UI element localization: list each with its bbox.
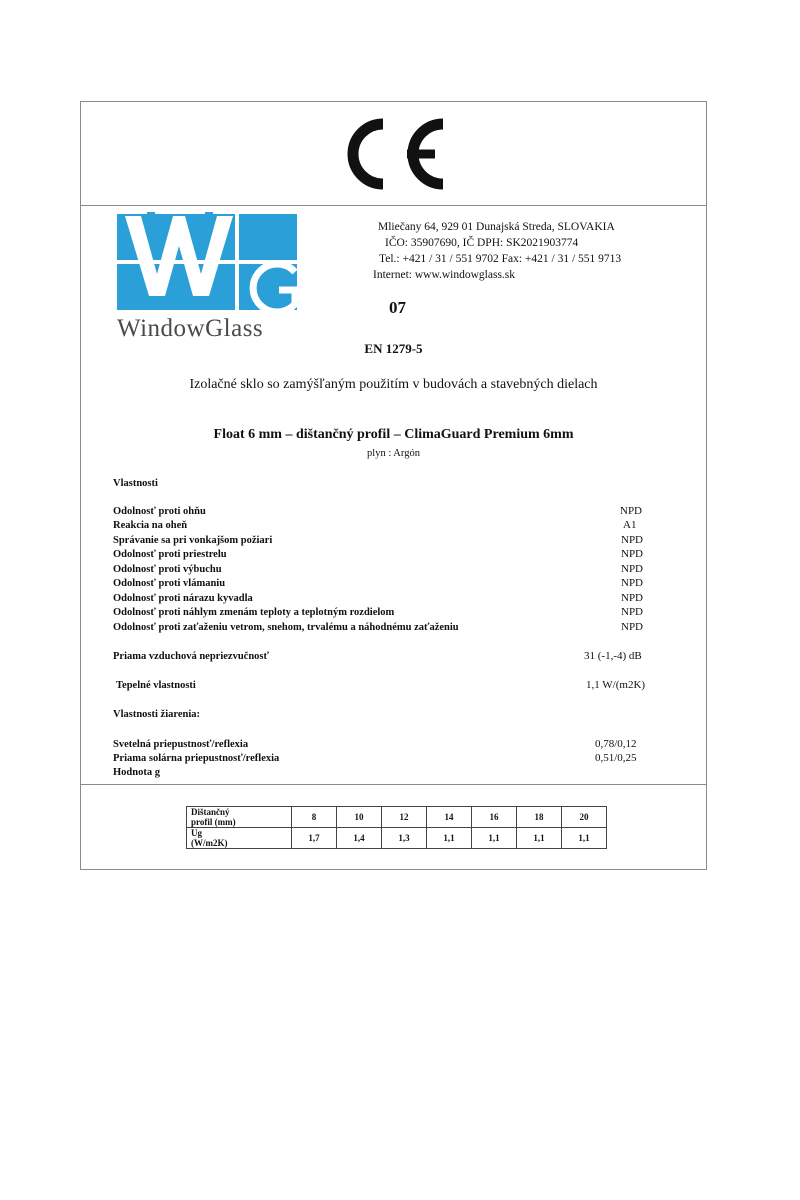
ug-table bbox=[186, 806, 607, 849]
table-divider bbox=[81, 784, 706, 785]
standard-code: EN 1279-5 bbox=[364, 341, 423, 356]
ug-header-line1: Ug bbox=[191, 828, 202, 838]
solar-transmission-value: 0,51/0,25 bbox=[595, 752, 637, 764]
property-label: Odolnosť proti priestrelu bbox=[113, 549, 227, 560]
spacer-cell: 16 bbox=[472, 807, 517, 828]
property-label: Odolnosť proti zaťaženiu vetrom, snehom, trvalému a náhodnému zaťaženiu bbox=[113, 622, 459, 633]
address-line-4: Internet: www.windowglass.sk bbox=[373, 269, 516, 281]
g-value-label: Hodnota g bbox=[113, 767, 160, 778]
light-transmission-value: 0,78/0,12 bbox=[595, 738, 637, 750]
property-label: Správanie sa pri vonkajšom požiari bbox=[113, 535, 273, 546]
ug-cell: 1,7 bbox=[292, 828, 337, 849]
spacer-cell: 18 bbox=[517, 807, 562, 828]
address-line-2: IČO: 35907690, IČ DPH: SK2021903774 bbox=[385, 237, 579, 249]
spacer-cell: 20 bbox=[562, 807, 607, 828]
address-line-3: Tel.: +421 / 31 / 551 9702 Fax: +421 / 31 / 551 9713 bbox=[379, 253, 622, 265]
ug-cell: 1,1 bbox=[427, 828, 472, 849]
windowglass-logo bbox=[117, 212, 307, 342]
light-transmission-label: Svetelná priepustnosť/reflexia bbox=[113, 739, 249, 750]
spacer-header-line1: Dištančný bbox=[191, 807, 230, 817]
radiation-heading: Vlastnosti žiarenia: bbox=[113, 709, 201, 720]
property-value: NPD bbox=[621, 534, 644, 546]
header-divider bbox=[81, 205, 706, 206]
ug-cell: 1,4 bbox=[337, 828, 382, 849]
property-label: Odolnosť proti vlámaniu bbox=[113, 578, 226, 589]
spacer-cell: 14 bbox=[427, 807, 472, 828]
property-label: Odolnosť proti výbuchu bbox=[113, 564, 222, 575]
ug-cell: 1,1 bbox=[472, 828, 517, 849]
ug-cell: 1,1 bbox=[562, 828, 607, 849]
thermal-label: Tepelné vlastnosti bbox=[116, 680, 196, 691]
spacer-header-line2: profil (mm) bbox=[191, 817, 236, 827]
spacer-header-cell bbox=[187, 807, 292, 828]
ug-header-cell bbox=[187, 828, 292, 849]
product-title: Float 6 mm – dištančný profil – ClimaGuard Premium 6mm bbox=[213, 427, 574, 442]
ug-header-line2: (W/m2K) bbox=[191, 838, 228, 848]
table-row bbox=[187, 828, 607, 849]
address-line-1: Mliečany 64, 929 01 Dunajská Streda, SLOVAKIA bbox=[378, 221, 615, 233]
ce-mark-icon bbox=[331, 114, 456, 194]
sound-insulation-label: Priama vzduchová nepriezvučnosť bbox=[113, 651, 269, 662]
sound-insulation-value: 31 (-1,-4) dB bbox=[584, 650, 642, 662]
spacer-cell: 10 bbox=[337, 807, 382, 828]
property-label: Odolnosť proti ohňu bbox=[113, 506, 206, 517]
solar-transmission-label: Priama solárna priepustnosť/reflexia bbox=[113, 753, 280, 764]
spacer-cell: 8 bbox=[292, 807, 337, 828]
property-label: Odolnosť proti náhlym zmenám teploty a teplotným rozdielom bbox=[113, 607, 395, 618]
logo-wordmark: WindowGlass bbox=[117, 315, 264, 342]
property-value: NPD bbox=[621, 548, 644, 560]
thermal-value: 1,1 W/(m2K) bbox=[586, 679, 646, 691]
declaration-frame bbox=[80, 101, 707, 870]
property-value: NPD bbox=[621, 592, 644, 604]
spacer-cell: 12 bbox=[382, 807, 427, 828]
property-label: Reakcia na oheň bbox=[113, 520, 188, 531]
ug-cell: 1,3 bbox=[382, 828, 427, 849]
wg-logo-icon bbox=[117, 212, 307, 312]
property-value: NPD bbox=[621, 577, 644, 589]
intended-use: Izolačné sklo so zamýšľaným použitím v budovách a stavebných dielach bbox=[189, 377, 598, 392]
declaration-number: 07 bbox=[389, 298, 406, 317]
property-value: NPD bbox=[620, 505, 643, 517]
ug-cell: 1,1 bbox=[517, 828, 562, 849]
property-value: NPD bbox=[621, 606, 644, 618]
property-value: NPD bbox=[621, 621, 644, 633]
property-value: NPD bbox=[621, 563, 644, 575]
property-label: Odolnosť proti nárazu kyvadla bbox=[113, 593, 253, 604]
gas-fill: plyn : Argón bbox=[367, 448, 420, 459]
property-value: A1 bbox=[623, 519, 637, 531]
table-row bbox=[187, 807, 607, 828]
properties-heading: Vlastnosti bbox=[113, 478, 158, 489]
